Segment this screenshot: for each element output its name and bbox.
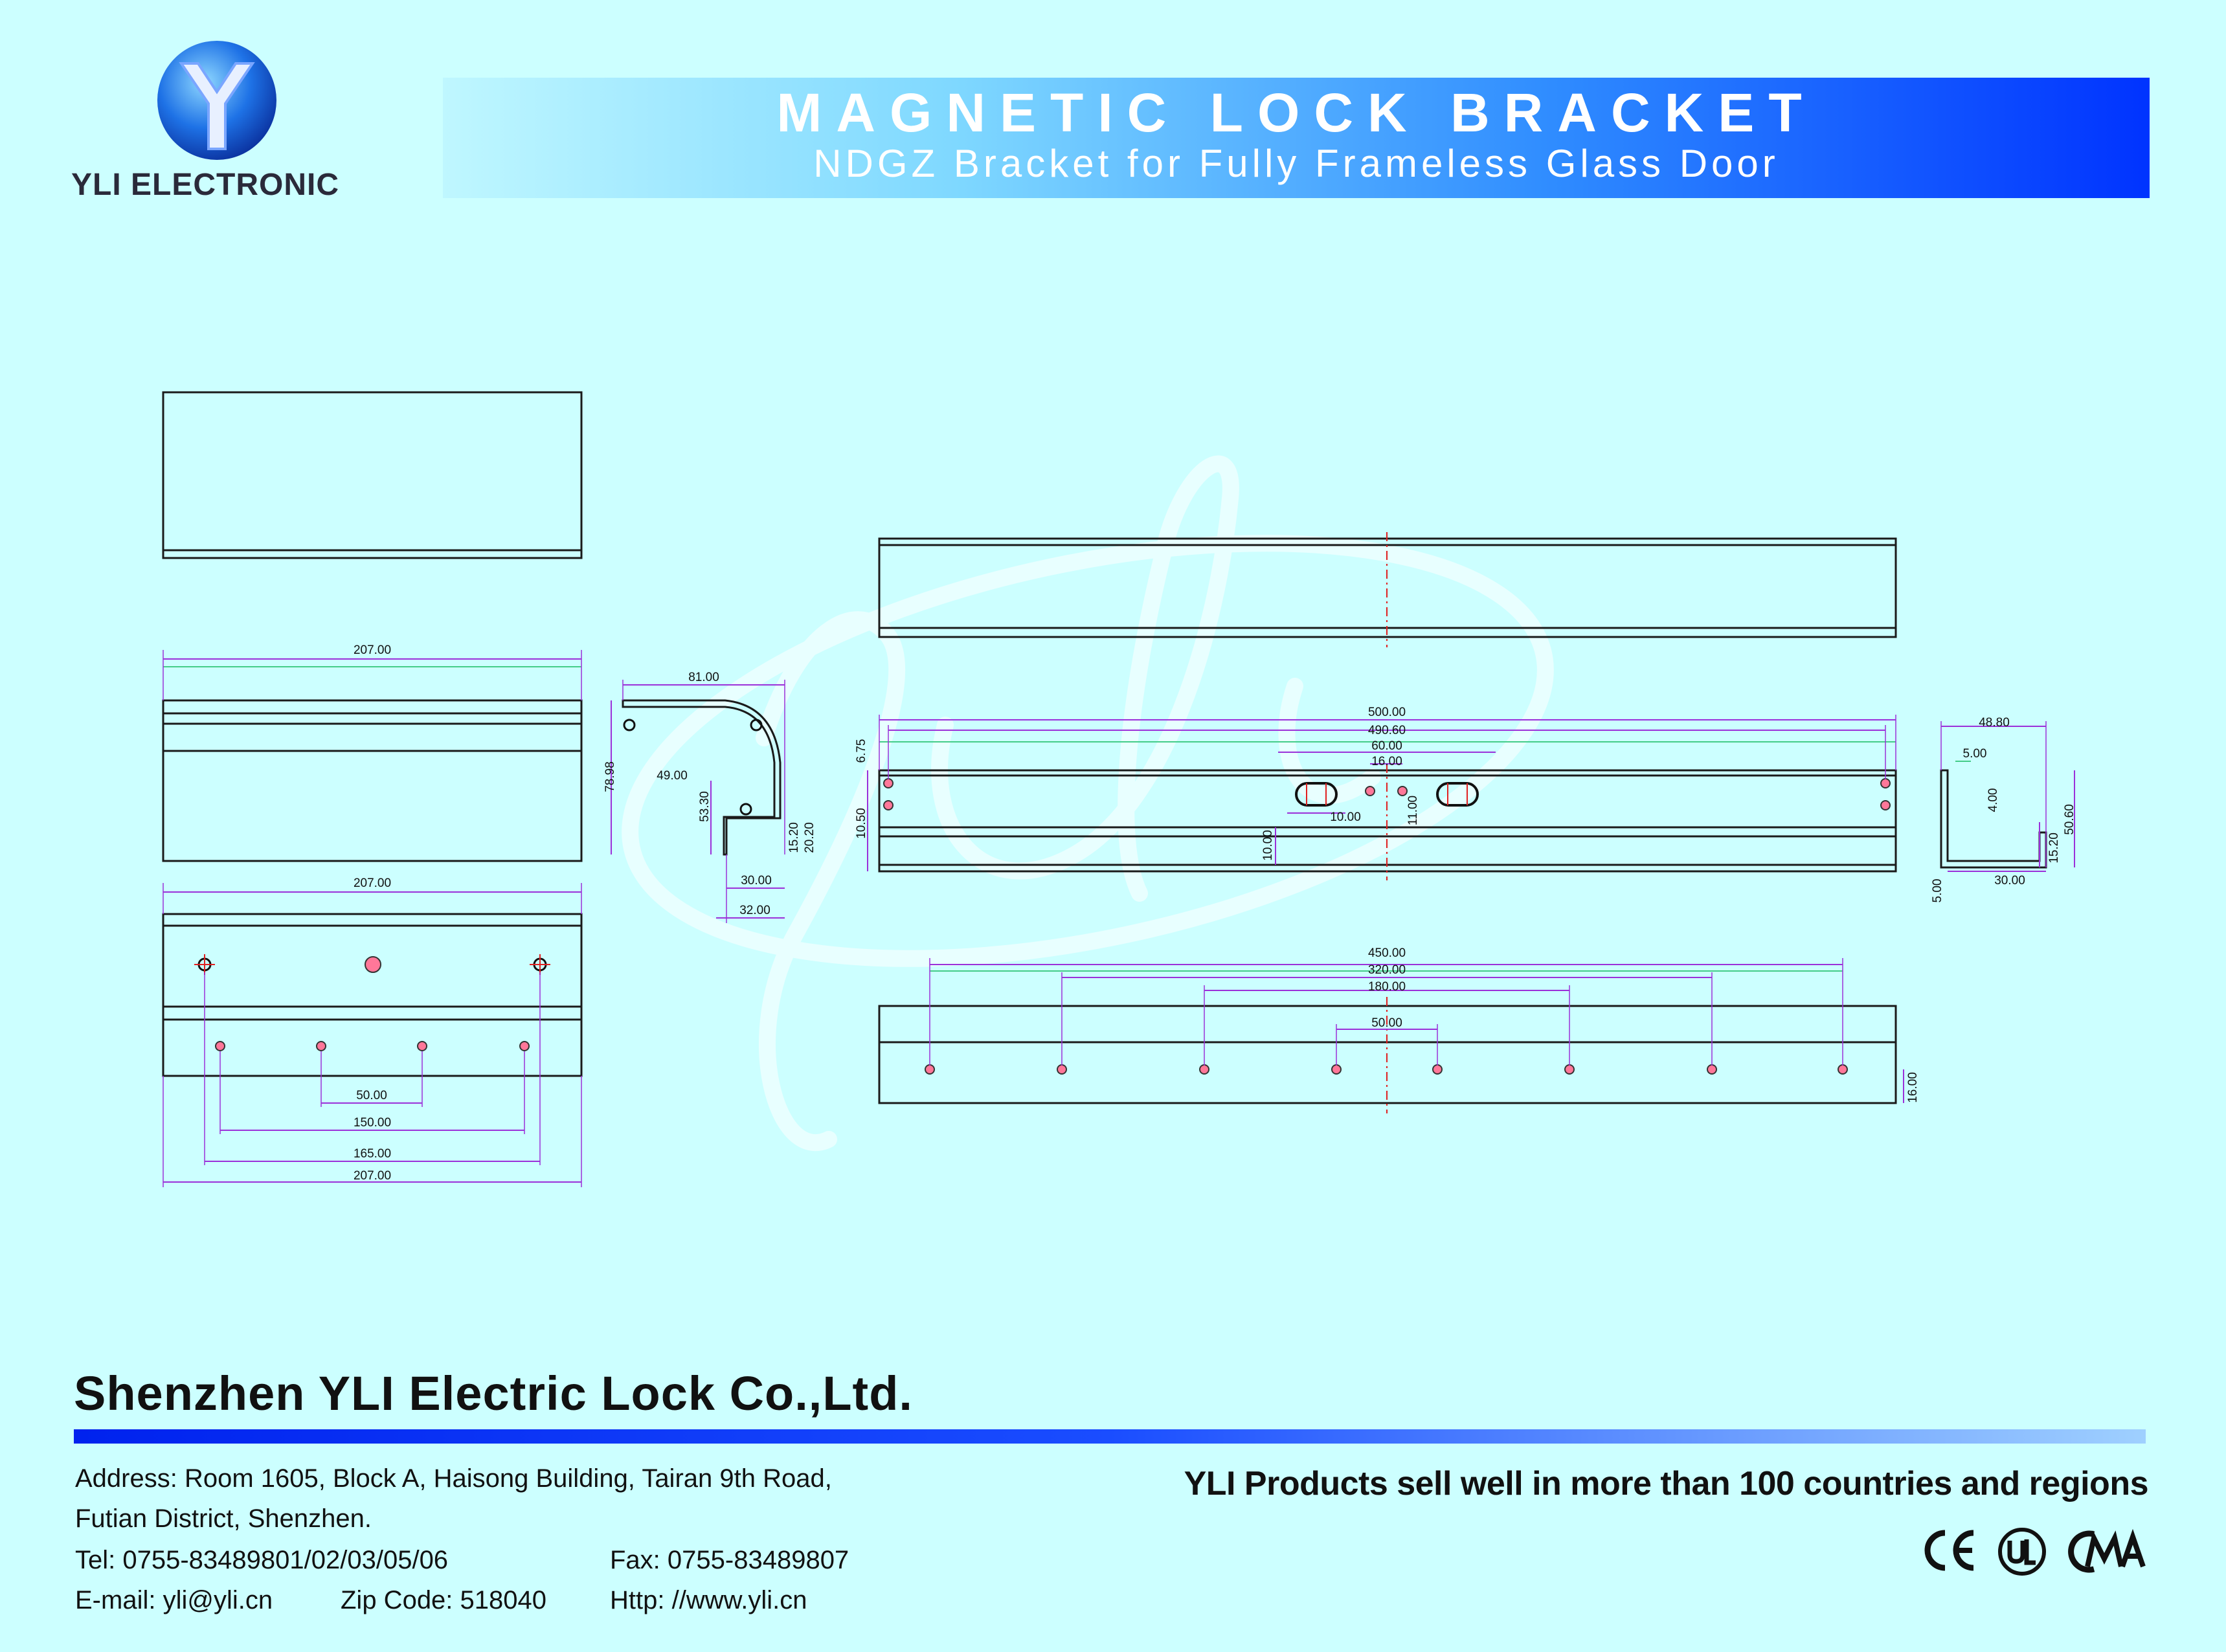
dim-side-5-top: 5.00 [1962,747,1987,761]
dim-side-48-80: 48.80 [1979,716,2010,730]
dim-bottom-50: 50.00 [1371,1016,1402,1030]
dim-profile-15-20: 15.20 [787,822,801,853]
dim-side-5-bottom: 5.00 [1931,878,1944,903]
dim-main-10-50: 10.50 [855,808,868,839]
dim-left-150: 150.00 [353,1116,392,1130]
dim-left-165: 165.00 [353,1147,392,1161]
telephone: Tel: 0755-83489801/02/03/05/06 [75,1546,449,1574]
dim-left-50: 50.00 [356,1089,387,1102]
side-view [1941,770,2046,867]
cma-mark-icon [2068,1529,2147,1574]
dim-profile-81: 81.00 [688,671,719,684]
company-logo [155,39,278,162]
dim-main-500: 500.00 [1367,706,1406,719]
footer-divider [74,1429,2146,1444]
dim-main-16: 16.00 [1371,755,1402,768]
page-subtitle: NDGZ Bracket for Fully Frameless Glass Door [813,142,1779,185]
dim-main-60: 60.00 [1371,739,1402,753]
dim-side-15-20: 15.20 [2047,832,2061,864]
dim-main-10-a: 10.00 [1330,810,1361,824]
slogan: YLI Products sell well in more than 100 countries and regions [1184,1465,2148,1502]
address-line-1: Address: Room 1605, Block A, Haisong Building, Tairan 9th Road, [75,1464,832,1493]
dim-profile-49: 49.00 [657,769,688,783]
dim-side-30: 30.00 [1994,874,2025,887]
dim-bottom-320: 320.00 [1367,963,1406,977]
fax: Fax: 0755-83489807 [610,1546,849,1574]
dim-bottom-16: 16.00 [1906,1072,1920,1103]
left-bottom-view [163,914,581,1076]
ce-mark-icon [1920,1528,1979,1573]
left-top-view [163,392,581,558]
zip-code: Zip Code: 518040 [341,1586,547,1614]
brand-name: YLI ELECTRONIC [71,168,340,202]
dim-side-4: 4.00 [1986,788,2000,812]
dim-profile-78-98: 78.98 [603,761,617,792]
dim-bottom-180: 180.00 [1367,980,1406,994]
dim-profile-20-20: 20.20 [803,822,816,853]
page-title: MAGNETIC LOCK BRACKET [776,82,1816,143]
address-line-2: Futian District, Shenzhen. [75,1504,372,1533]
dim-profile-30: 30.00 [741,874,772,887]
dim-side-50-60: 50.60 [2063,804,2076,835]
email: E-mail: yli@yli.cn [75,1586,273,1614]
dim-left-mid-width: 207.00 [353,876,392,890]
technical-drawing [0,363,2226,1204]
dim-main-10-b: 10.00 [1261,830,1275,861]
website: Http: //www.yli.cn [610,1586,807,1614]
dim-bottom-450: 450.00 [1367,946,1406,960]
dim-profile-53-30: 53.30 [698,791,712,822]
dim-main-6-75: 6.75 [855,739,868,763]
ul-mark-icon [1997,1526,2047,1577]
dim-main-11: 11.00 [1406,795,1420,826]
dim-left-top-width: 207.00 [353,643,392,657]
dim-left-207: 207.00 [353,1169,392,1183]
company-name: Shenzhen YLI Electric Lock Co.,Ltd. [74,1367,913,1420]
dim-main-490-60: 490.60 [1367,724,1406,737]
dim-profile-32: 32.00 [739,904,770,917]
profile-view [623,700,780,854]
